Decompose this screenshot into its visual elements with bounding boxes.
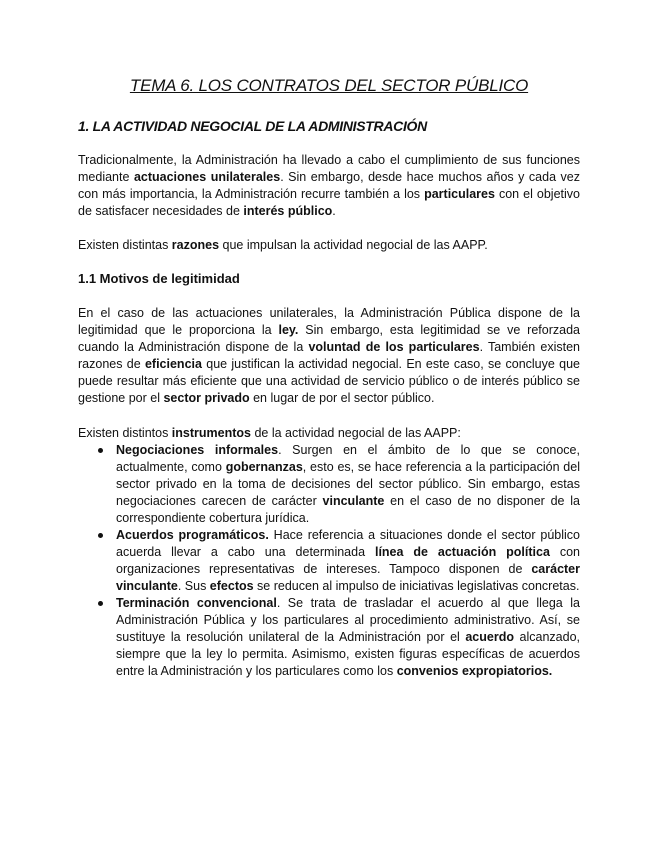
subsection-heading: 1.1 Motivos de legitimidad: [78, 271, 240, 286]
instruments-list: [78, 442, 580, 680]
list-item: Acuerdos programáticos. Hace referencia a situaciones donde el sector público acuerda llevar a cabo una determinada línea de actuación política con organizaciones representativas de intereses. Tampoco disponen de carácter vinculante. Sus efectos se reducen al impulso de iniciativas legislativas concretas.: [78, 527, 580, 595]
paragraph-instruments: Existen distintos instrumentos de la actividad negocial de las AAPP:: [78, 426, 461, 440]
paragraph-reasons: Existen distintas razones que impulsan la actividad negocial de las AAPP.: [78, 238, 488, 252]
list-item: Negociaciones informales. Surgen en el ámbito de lo que se conoce, actualmente, como gobernanzas, esto es, se hace referencia a la participación del sector privado en la toma de decisiones del sector público. Sin embargo, estas negociaciones carecen de carácter vinculante en el caso de no disponer de la correspondiente cobertura jurídica.: [78, 442, 580, 527]
bullet-icon: [98, 448, 103, 453]
bullet-icon: [98, 533, 103, 538]
paragraph-legitimacy: En el caso de las actuaciones unilaterales, la Administración Pública dispone de la legitimidad que le proporciona la ley. Sin embargo, esta legitimidad se ve reforzada cuando la Administración dispone de la voluntad de los particulares. También existen razones de eficiencia que justifican la actividad negocial. En este caso, se concluye que puede resultar más eficiente que una actividad de servicio público o de interés público se gestione por el sector privado en lugar de por el sector público.: [78, 306, 580, 405]
bullet-icon: [98, 601, 103, 606]
section-heading: 1. LA ACTIVIDAD NEGOCIAL DE LA ADMINISTRACIÓN: [78, 118, 427, 134]
document-title: TEMA 6. LOS CONTRATOS DEL SECTOR PÚBLICO: [129, 76, 529, 95]
list-item: Terminación convencional. Se trata de trasladar el acuerdo al que llega la Administración Pública y los particulares al procedimiento administrativo. Así, se sustituye la resolución unilateral de la Administración por el acuerdo alcanzado, siempre que la ley lo permita. Asimismo, existen figuras específicas de acuerdos entre la Administración y los particulares como los convenios expropiatorios.: [78, 595, 580, 680]
paragraph-intro: Tradicionalmente, la Administración ha llevado a cabo el cumplimiento de sus funciones mediante actuaciones unilaterales. Sin embargo, desde hace muchos años y cada vez con más importancia, la Administración recurre también a los particulares con el objetivo de satisfacer necesidades de interés público.: [78, 153, 580, 218]
